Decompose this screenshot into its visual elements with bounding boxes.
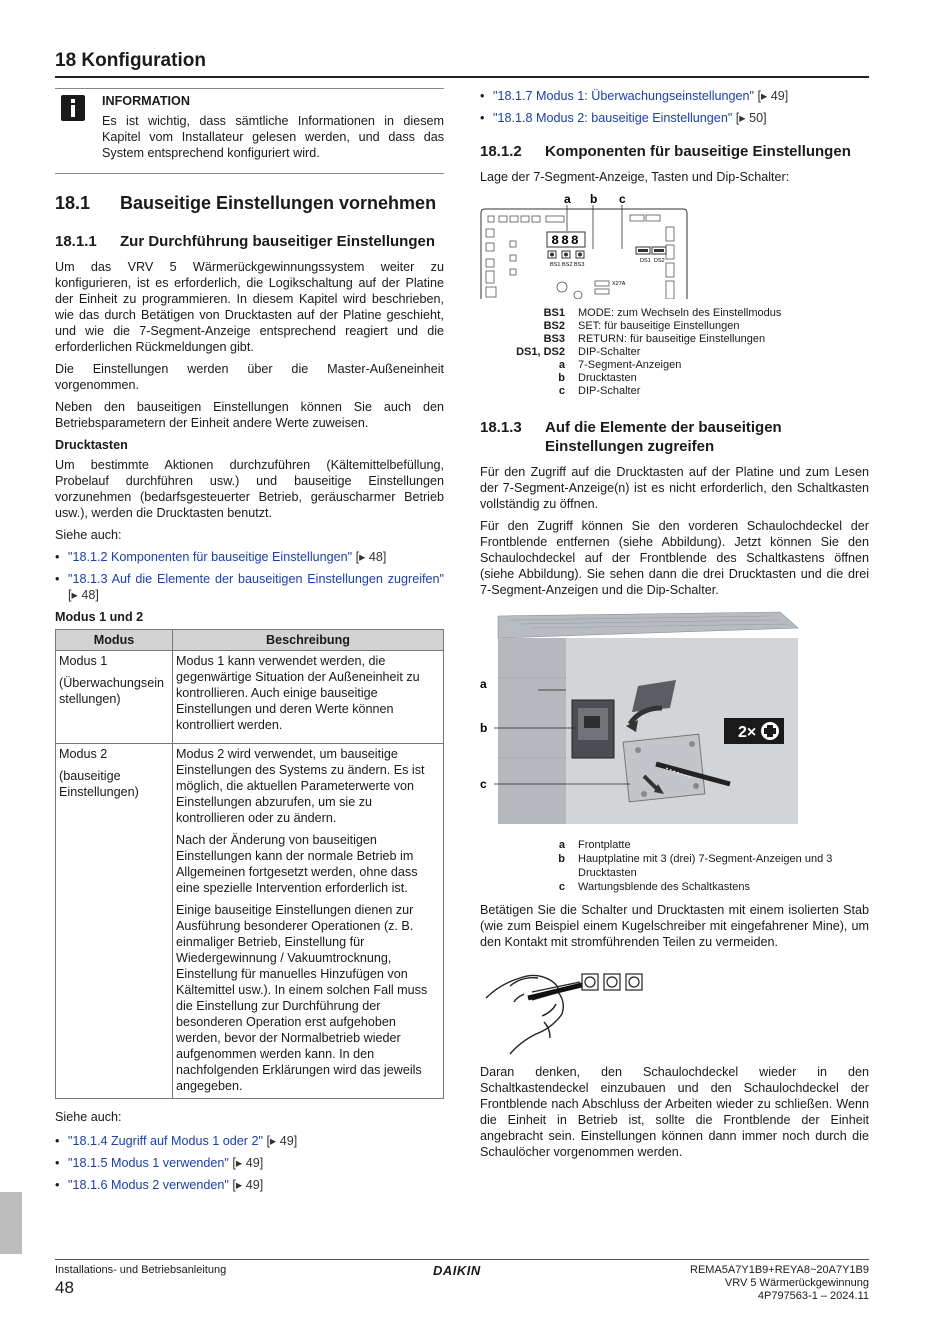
legend-value: Drucktasten (578, 372, 637, 384)
right-column (480, 88, 869, 1166)
table-cell-description (173, 651, 444, 744)
section-heading-18-1-3 (480, 418, 869, 456)
list-item (55, 1177, 444, 1193)
header-divider (55, 76, 869, 78)
list-item (55, 549, 444, 565)
section-heading-18-1 (55, 192, 444, 214)
legend-value: RETURN: für bauseitige Einstellungen (578, 333, 766, 345)
list-item (480, 88, 869, 104)
section-heading-18-1-1 (55, 232, 444, 251)
mode-subtitle: (Überwachungseinstellungen) (59, 676, 165, 706)
product-name: VRV 5 Wärmerückgewinnung (724, 1277, 869, 1289)
see-also-label: Siehe auch: (55, 528, 122, 542)
mode-subtitle: (bauseitige Einstellungen) (59, 769, 139, 799)
description-text: Modus 1 kann verwendet werden, die gegenwärtige Situation der Außeneinheit zu kontrollieren. Auch einige bauseitige Einstellungen und deren Werte können kontrolliert werden. (176, 654, 420, 732)
cross-reference-link[interactable]: "18.1.2 Komponenten für bauseitige Einstellungen" (68, 550, 353, 564)
info-icon (61, 95, 85, 121)
link-list (480, 88, 869, 126)
figure-legend (480, 838, 869, 894)
page-title: 18 Konfiguration (55, 50, 206, 71)
legend-key: DS1, DS2 (516, 346, 565, 358)
cross-reference-link[interactable]: "18.1.4 Zugriff auf Modus 1 oder 2" (68, 1134, 263, 1148)
table-row (56, 744, 444, 1099)
section-title: Zur Durchführung bauseitiger Einstellungen (120, 233, 436, 250)
table-header: Modus (56, 630, 173, 651)
see-also-label: Siehe auch: (55, 1110, 122, 1124)
link-list (55, 1133, 444, 1193)
figure-legend (480, 307, 869, 398)
cross-reference-link[interactable]: "18.1.3 Auf die Elemente der bauseitigen Einstellungen zugreifen" (68, 572, 444, 586)
legend-key: c (558, 881, 565, 893)
legend-value: DIP-Schalter (578, 346, 641, 358)
figure-label-b: b (590, 192, 598, 206)
figure-label-a: a (564, 192, 571, 206)
page-reference: [▸ 50] (735, 111, 767, 125)
legend-key: c (558, 385, 565, 397)
description-text: Modus 2 wird verwendet, um bauseitige Einstellungen des Systems zu ändern. Es ist möglich, die aktuellen Parameterwerte von Einstellungen abzurufen, um sie zu kontrollieren oder zu ändern. (176, 747, 425, 825)
footer-model-info (690, 1264, 869, 1303)
legend-value: Frontplatte (578, 839, 631, 851)
mode-name: Modus 1 (59, 654, 108, 668)
link-list (55, 549, 444, 603)
figure-label-a: a (480, 677, 487, 691)
info-box (55, 88, 444, 174)
connector-label: X27A (612, 281, 626, 287)
table-cell-mode (56, 744, 173, 1099)
legend-key: a (558, 839, 565, 851)
paragraph: Neben den bauseitigen Einstellungen können Sie auch den Betriebsparametern der Einheit andere Werte zuweisen. (55, 400, 444, 430)
page-reference: [▸ 49] (232, 1156, 264, 1170)
section-title: Auf die Elemente der bauseitigen Einstellungen zugreifen (545, 419, 782, 455)
legend-key: b (558, 372, 565, 384)
pen-press-figure (480, 958, 650, 1056)
modus-table (55, 629, 444, 1099)
description-text: Nach der Änderung von bauseitigen Einstellungen kann der normale Betrieb im Allgemeinen fortgesetzt werden, ohne dass eine spezielle Intervention erforderlich ist. (176, 833, 418, 895)
table-cell-description (173, 744, 444, 1099)
page-number: 48 (55, 1278, 74, 1297)
paragraph: Die Einstellungen werden über die Master-Außeneinheit vorgenommen. (55, 362, 444, 392)
model-number: REMA5A7Y1B9+REYA8~20A7Y1B9 (690, 1264, 869, 1276)
figure-label-c: c (619, 192, 626, 206)
pcb-figure (480, 191, 690, 299)
paragraph: Daran denken, den Schaulochdeckel wieder in den Schaltkastendeckel einzubauen und den Schaulochdeckel der Frontblende nach Abschluss der Arbeiten wieder zu schließen. Wenn die Einheit in Betrieb ist, sollte die Frontblende der Einheit angebracht sein. Einstellungen können dann immer noch durch die Schaulöcher vorgenommen werden. (480, 1065, 869, 1159)
table-header: Beschreibung (173, 630, 444, 651)
section-title: Komponenten für bauseitige Einstellungen (545, 143, 851, 160)
access-figure (480, 608, 869, 830)
legend-key: b (558, 853, 565, 865)
button-label: BS2 (562, 262, 573, 268)
button-label: BS3 (574, 262, 585, 268)
paragraph: Lage der 7-Segment-Anzeige, Tasten und Dip-Schalter: (480, 170, 790, 184)
legend-key: BS2 (543, 320, 565, 332)
page-reference: [▸ 49] (266, 1134, 298, 1148)
section-number: 18.1.1 (55, 233, 97, 250)
legend-value: 7-Segment-Anzeigen (578, 359, 682, 371)
cross-reference-link[interactable]: "18.1.8 Modus 2: bauseitige Einstellungen" (493, 111, 733, 125)
paragraph: Um bestimmte Aktionen durchzuführen (Kältemittelbefüllung, Probelauf durchführen usw.) und bauseitige Einstellungen vorzunehmen (bedarfsgesteuerter Betrieb, geräuscharmer Betrieb usw.), werden die Drucktasten benutzt. (55, 458, 444, 520)
subheading-modus: Modus 1 und 2 (55, 610, 144, 624)
info-text: Es ist wichtig, dass sämtliche Informationen in diesem Kapitel vom Installateur gelesen werden, und dass das System entsprechend konfiguriert wird. (102, 114, 444, 160)
section-number: 18.1 (55, 193, 91, 213)
paragraph: Um das VRV 5 Wärmerückgewinnungssystem weiter zu konfigurieren, ist es erforderlich, die Logikschaltung auf der Platine der Einheit zu programmieren. In diesem Kapitel wird beschrieben, wie das durch Betätigen von Drucktasten auf der Platine geschieht, und wie die 7-Segment-Anzeige entsprechend reagiert und die erforderlichen Rückmeldungen gibt. (55, 260, 444, 354)
section-number: 18.1.2 (480, 143, 522, 160)
subheading-drucktasten: Drucktasten (55, 438, 128, 452)
section-heading-18-1-2 (480, 142, 869, 161)
segment-digits: 888 (551, 233, 581, 248)
legend-value: Wartungsblende des Schaltkastens (578, 881, 751, 893)
paragraph: Für den Zugriff auf die Drucktasten auf der Platine und zum Lesen der 7-Segment-Anzeige(n) ist es nicht erforderlich, den Schaltkasten vollständig zu öffnen. (480, 465, 869, 511)
page-reference: [▸ 49] (232, 1178, 264, 1192)
table-row (56, 651, 444, 744)
list-item (55, 1133, 444, 1149)
section-number: 18.1.3 (480, 419, 522, 436)
legend-key: a (558, 359, 565, 371)
dip-label: DS2 (654, 258, 665, 264)
info-title: INFORMATION (102, 94, 190, 108)
cross-reference-link[interactable]: "18.1.6 Modus 2 verwenden" (68, 1178, 229, 1192)
description-text: Einige bauseitige Einstellungen dienen zur Ausführung besonderer Operationen (z. B. einmaliger Betrieb, Einstellung für Wiedergewinnung / Vakuumtrocknung, Einstellung für manuelles Hinzufügen von Kältemittel usw.). In einem solchen Fall muss die Einstellung zur Durchführung der besonderen Operation erst aufgehoben werden, bevor der Normalbetrieb wieder aufgenommen werden kann. In den nachfolgenden Erklärungen wird das jeweils angegeben. (176, 903, 428, 1093)
chapter-tab (0, 1192, 22, 1254)
footer-document-type: Installations- und Betriebsanleitung (55, 1264, 227, 1276)
cross-reference-link[interactable]: "18.1.7 Modus 1: Überwachungseinstellungen" (493, 89, 754, 103)
dip-label: DS1 (640, 258, 651, 264)
mode-name: Modus 2 (59, 747, 108, 761)
figure-label-b: b (480, 721, 488, 735)
paragraph: Für den Zugriff können Sie den vorderen Schaulochdeckel der Frontblende entfernen (siehe Abbildung). Jetzt können Sie den Schaulochdeckel auf der Frontblende des Schaltkastens öffnen (siehe Abbildung). Sie sehen dann die drei Drucktasten und die drei 7-Segment-Anzeigen und die Dip-Schalter. (480, 519, 869, 597)
list-item (480, 110, 869, 126)
badge-count: 2× (738, 724, 757, 741)
footer-divider (55, 1259, 869, 1260)
legend-value: Hauptplatine mit 3 (drei) 7-Segment-Anzeigen und 3 Drucktasten (578, 853, 833, 879)
figure-label-c: c (480, 777, 487, 791)
section-title: Bauseitige Einstellungen vornehmen (120, 193, 437, 213)
page-reference: [▸ 49] (757, 89, 789, 103)
button-label: BS1 (550, 262, 561, 268)
push-button-icons (582, 974, 642, 990)
document-code: 4P797563-1 – 2024.11 (757, 1290, 869, 1302)
list-item (55, 1155, 444, 1171)
push-buttons (548, 251, 584, 258)
legend-value: DIP-Schalter (578, 385, 641, 397)
dip-switches (636, 247, 666, 254)
daikin-logo: DAIKIN (433, 1263, 481, 1278)
cross-reference-link[interactable]: "18.1.5 Modus 1 verwenden" (68, 1156, 229, 1170)
page-reference: [▸ 48] (355, 550, 387, 564)
quantity-badge (724, 718, 784, 744)
table-header-row (56, 630, 444, 651)
legend-value: SET: für bauseitige Einstellungen (578, 320, 740, 332)
legend-value: MODE: zum Wechseln des Einstellmodus (578, 307, 782, 319)
legend-key: BS1 (543, 307, 565, 319)
page-reference: [▸ 48] (68, 588, 99, 602)
table-cell-mode (56, 651, 173, 744)
left-column (55, 88, 444, 1199)
legend-key: BS3 (543, 333, 565, 345)
paragraph: Betätigen Sie die Schalter und Drucktasten mit einem isolierten Stab (wie zum Beispiel einem Kugelschreiber mit eingefahrener Mine), um den Kontakt mit stromführenden Teilen zu vermeiden. (480, 903, 869, 949)
list-item (55, 571, 444, 603)
